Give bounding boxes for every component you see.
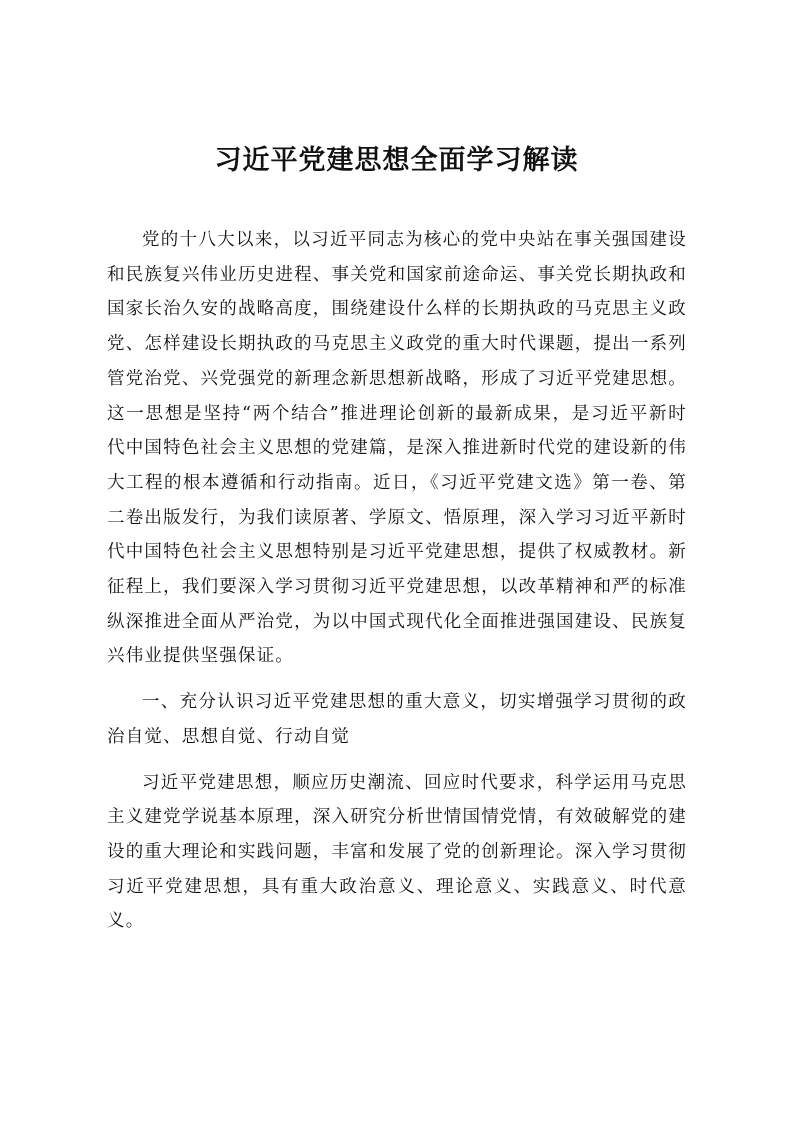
intro-paragraph: 党的十八大以来，以习近平同志为核心的党中央站在事关强国建设和民族复兴伟业历史进程、事关党和国家前途命运、事关党长期执政和国家长治久安的战略高度，围绕建设什么样的长期执政的马克思主义政党、怎样建设长期执政的马克思主义政党的重大时代课题，提出一系列管党治党、兴党强党的新理念新思想新战略，形成了习近平党建思想。这一思想是坚持“两个结合”推进理论创新的最新成果，是习近平新时代中国特色社会主义思想的党建篇，是深入推进新时代党的建设新的伟大工程的根本遵循和行动指南。近日，《习近平党建文选》第一卷、第二卷出版发行，为我们读原著、学原文、悟原理，深入学习习近平新时代中国特色社会主义思想特别是习近平党建思想，提供了权威教材。新征程上，我们要深入学习贯彻习近平党建思想，以改革精神和严的标准纵深推进全面从严治党，为以中国式现代化全面推进强国建设、民族复兴伟业提供坚强保证。 [107, 230, 687, 667]
section-heading-1: 一、充分认识习近平党建思想的重大意义，切实增强学习贯彻的政治自觉、思想自觉、行动自觉 [107, 692, 687, 747]
section-1-paragraph: 习近平党建思想，顺应历史潮流、回应时代要求，科学运用马克思主义建党学说基本原理，深入研究分析世情国情党情，有效破解党的建设的重大理论和实践问题，丰富和发展了党的创新理论。深入学习贯彻习近平党建思想，具有重大政治意义、理论意义、实践意义、时代意义。 [107, 772, 687, 932]
document-title: 习近平党建思想全面学习解读 [214, 145, 579, 176]
document-body [107, 223, 687, 939]
